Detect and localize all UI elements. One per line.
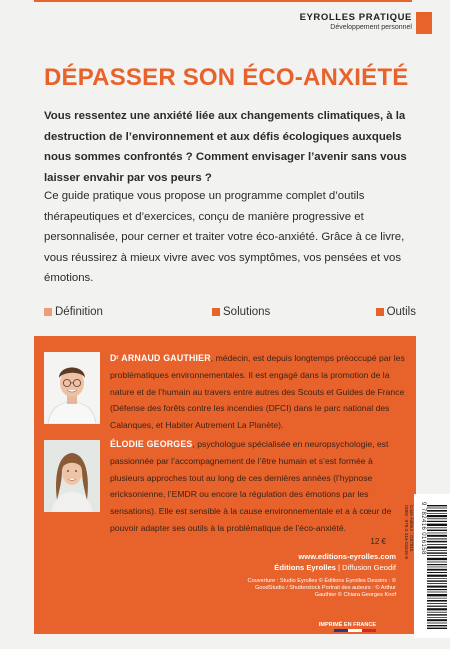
square-bullet-icon	[44, 308, 52, 316]
publisher-line	[274, 563, 396, 572]
square-bullet-icon	[376, 308, 384, 316]
body-paragraph: Ce guide pratique vous propose un programme complet d’outils thérapeutiques et d’exercices, conçu de manière progressive et personnalisée, pour cerner et traiter votre éco-anxiété. Grâce à ce livre, vous réussirez à mieux vivre avec vos symptômes, vos pensées et vos émotions.	[44, 190, 405, 284]
tag-solutions	[212, 306, 270, 318]
author-photo-elodie	[44, 440, 100, 512]
price: 12 €	[370, 537, 386, 546]
tag-definition	[44, 306, 103, 318]
distributor: | Diffusion Geodif	[335, 563, 396, 572]
printed-in-france: IMPRIMÉ EN FRANCE	[318, 622, 376, 628]
french-flag-icon	[334, 629, 376, 632]
series-subtitle: Développement personnel	[330, 24, 412, 31]
author-name: Dʳ ARNAUD GAUTHIER	[110, 353, 211, 363]
portrait-woman-illustration	[44, 440, 100, 512]
tags-row	[44, 306, 416, 322]
series-block	[300, 12, 412, 31]
publisher-website: www.editions-eyrolles.com	[298, 552, 396, 561]
author-bio-text: , médecin, est depuis longtemps préoccupé par les problématiques environnementales. Il est engagé dans la promotion de la nature et de l’humain au travers entre autres des Scouts et Guides de France (Défense des forêts contre les incendies (DFCI) dans le parc national des Calanques, et Habiter Autrement La Planète).	[110, 353, 405, 431]
ean-number	[417, 502, 427, 632]
ean-digits: 9 782416 016158	[420, 502, 426, 555]
author-bio-arnaud	[110, 350, 406, 434]
authors-panel	[34, 336, 416, 634]
author-bio-elodie	[110, 436, 406, 537]
tag-label: Solutions	[223, 306, 271, 318]
isbn-number: ISBN : 978-2-416-01615-8	[403, 505, 409, 559]
image-credits: Couverture : Studio Eyrolles © Éditions Eyrolles Dessins : © GoodStudio / Shutterstock Portrait des auteurs : © Arthur Gauthier © Chiara Georges Knof	[247, 578, 396, 599]
publisher-name: Éditions Eyrolles	[274, 563, 336, 572]
editor-code: Code éditeur : G57815	[409, 505, 414, 552]
square-bullet-icon	[212, 308, 220, 316]
series-name: EYROLLES PRATIQUE	[299, 12, 412, 23]
intro-paragraph: Vous ressentez une anxiété liée aux changements climatiques, à la destruction de l’environnement et aux défis écologiques auxquels nous sommes confrontés ? Comment envisager l’avenir sans vous laisser envahir par vos peurs ?	[44, 110, 407, 184]
tag-label: Définition	[55, 306, 103, 318]
author-bio-text: , psychologue spécialisée en neuropsychologie, est passionnée par l’accompagnement de l’être humain et s’est formée à plusieurs approches tout au long de ces dernières années (l’hypnose ericksonienne, l’EMDR ou encore la régulation des émotions par les sensations). Elle est sensible à la cause environnementale et a à cœur de pouvoir adapter ses outils à la problématique de l’éco-anxiété.	[110, 439, 392, 533]
tag-label: Outils	[386, 306, 416, 318]
author-photo-arnaud	[44, 352, 100, 424]
barcode-graphic	[427, 505, 447, 629]
top-accent-bar	[34, 0, 412, 2]
author-name: ÉLODIE GEORGES	[110, 439, 193, 449]
portrait-man-illustration	[44, 352, 100, 424]
isbn-codes	[400, 505, 414, 625]
tag-outils	[376, 306, 416, 318]
series-logo-square	[416, 12, 432, 34]
book-title: DÉPASSER SON ÉCO-ANXIÉTÉ	[44, 64, 409, 91]
